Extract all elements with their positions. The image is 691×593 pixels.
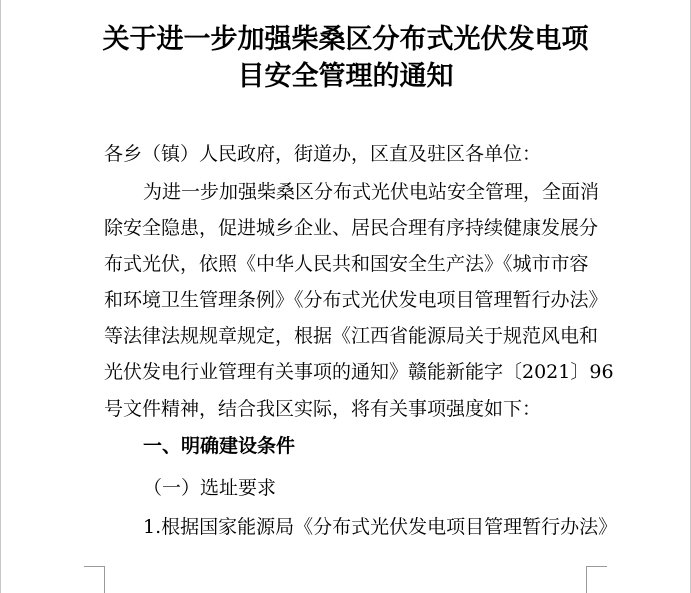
crop-mark-bottom-left-horizontal — [84, 566, 105, 567]
subsection-heading: （一）选址要求 — [143, 477, 277, 499]
body-line: 等法律法规规章规定，根据《江西省能源局关于规范风电和 — [104, 325, 599, 347]
body-line: 为进一步加强柴桑区分布式光伏电站安全管理，全面消 — [143, 181, 600, 203]
body-line: 布式光伏，依照《中华人民共和国安全生产法》《城市市容 — [104, 253, 589, 275]
document-title-line-1: 关于进一步加强柴桑区分布式光伏发电项 — [102, 24, 589, 55]
crop-mark-bottom-left-vertical — [104, 566, 105, 593]
body-line: 除安全隐患，促进城乡企业、居民合理有序持续健康发展分 — [104, 217, 599, 239]
crop-mark-bottom-right-horizontal — [586, 566, 607, 567]
crop-mark-bottom-right-vertical — [586, 566, 587, 593]
salutation: 各乡（镇）人民政府，街道办，区直及驻区各单位： — [104, 143, 542, 165]
list-item: 1.根据国家能源局《分布式光伏发电项目管理暂行办法》 — [143, 516, 618, 538]
body-line: 和环境卫生管理条例》《分布式光伏发电项目管理暂行办法》 — [104, 289, 608, 311]
body-line: 光伏发电行业管理有关事项的通知》赣能新能字〔2021〕96 — [104, 361, 614, 383]
document-title-line-2: 目安全管理的通知 — [237, 61, 454, 92]
section-heading: 一、明确建设条件 — [143, 435, 296, 457]
body-line: 号文件精神，结合我区实际，将有关事项强度如下： — [104, 398, 542, 420]
